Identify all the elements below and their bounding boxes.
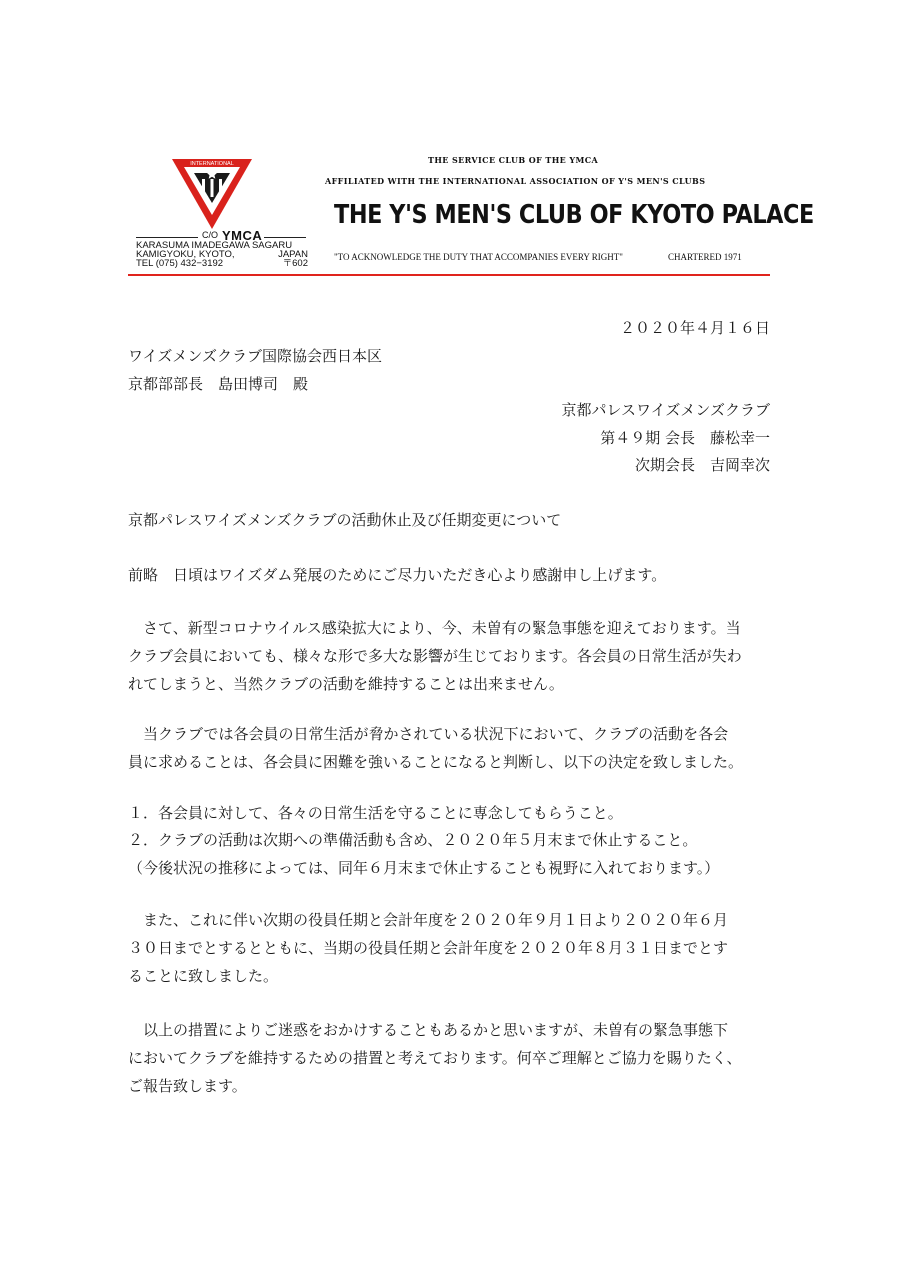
logo-text: INTERNATIONAL	[190, 161, 234, 167]
recipient-name: 京都部部長 島田博司 殿	[128, 375, 309, 393]
sender-club: 京都パレスワイズメンズクラブ	[561, 401, 770, 419]
service-club-heading: THE SERVICE CLUB OF THE YMCA	[428, 155, 599, 165]
paragraph-4-line: 以上の措置によりご迷惑をおかけすることもあるかと思いますが、未曽有の緊急事態下	[128, 1021, 729, 1039]
club-motto: "TO ACKNOWLEDGE THE DUTY THAT ACCOMPANIES EVERY RIGHT"	[334, 252, 623, 262]
recipient-organization: ワイズメンズクラブ国際協会西日本区	[128, 347, 382, 365]
sender-next-president: 次期会長 吉岡幸次	[634, 456, 770, 474]
paragraph-4-line: ご報告致します。	[128, 1077, 247, 1095]
decision-item: ２．クラブの活動は次期への準備活動も含め、２０２０年５月末まで休止すること。	[128, 831, 698, 849]
club-name: THE Y'S MEN'S CLUB OF KYOTO PALACE	[334, 200, 814, 230]
letterhead-divider	[128, 274, 770, 276]
care-of-label: C/O	[202, 230, 219, 240]
decision-item: １．各会員に対して、各々の日常生活を守ることに専念してもらうこと。	[128, 804, 623, 822]
paragraph-2-line: 員に求めることは、各会員に困難を強いることになると判断し、以下の決定を致しました。	[128, 753, 744, 771]
letter-subject: 京都パレスワイズメンズクラブの活動休止及び任期変更について	[128, 511, 562, 529]
paragraph-1-line: れてしまうと、当然クラブの活動を維持することは出来ません。	[128, 675, 564, 693]
address-line-2-right: JAPAN	[278, 249, 308, 260]
decision-note: （今後状況の推移によっては、同年６月末まで休止することも視野に入れております。）	[128, 859, 720, 877]
paragraph-3-line: ることに致しました。	[128, 967, 279, 985]
ys-men-logo	[168, 155, 256, 233]
paragraph-2-line: 当クラブでは各会員の日常生活が脅かされている状況下において、クラブの活動を各会	[128, 725, 729, 743]
sender-president: 第４９期 会長 藤松幸一	[600, 429, 770, 447]
address-line-3	[136, 259, 308, 269]
paragraph-4-line: においてクラブを維持するための措置と考えております。何卒ご理解とご協力を賜りたく、	[128, 1049, 742, 1067]
affiliation-heading: AFFILIATED WITH THE INTERNATIONAL ASSOCIATION OF Y'S MEN'S CLUBS	[325, 176, 706, 186]
address-line-1: KARASUMA IMADEGAWA SAGARU	[136, 240, 293, 251]
letter-greeting: 前略 日頃はワイズダム発展のためにご尽力いただき心より感謝申し上げます。	[128, 566, 667, 584]
paragraph-3-line: ３０日までとするとともに、当期の役員任期と会計年度を２０２０年８月３１日までとす	[128, 939, 729, 957]
ymca-label: YMCA	[222, 228, 263, 243]
letter-date: ２０２０年４月１６日	[619, 319, 770, 337]
chartered-year: CHARTERED 1971	[668, 252, 742, 262]
postal-code: 〒602	[282, 258, 308, 269]
paragraph-1-line: さて、新型コロナウイルス感染拡大により、今、未曽有の緊急事態を迎えております。当	[128, 619, 741, 637]
address-line-2-left: KAMIGYOKU, KYOTO,	[136, 249, 235, 260]
telephone: TEL (075) 432−3192	[136, 258, 224, 269]
paragraph-1-line: クラブ会員においても、様々な形で多大な影響が生じております。各会員の日常生活が失わ	[128, 647, 742, 665]
paragraph-3-line: また、これに伴い次期の役員任期と会計年度を２０２０年９月１日より２０２０年６月	[128, 911, 729, 929]
